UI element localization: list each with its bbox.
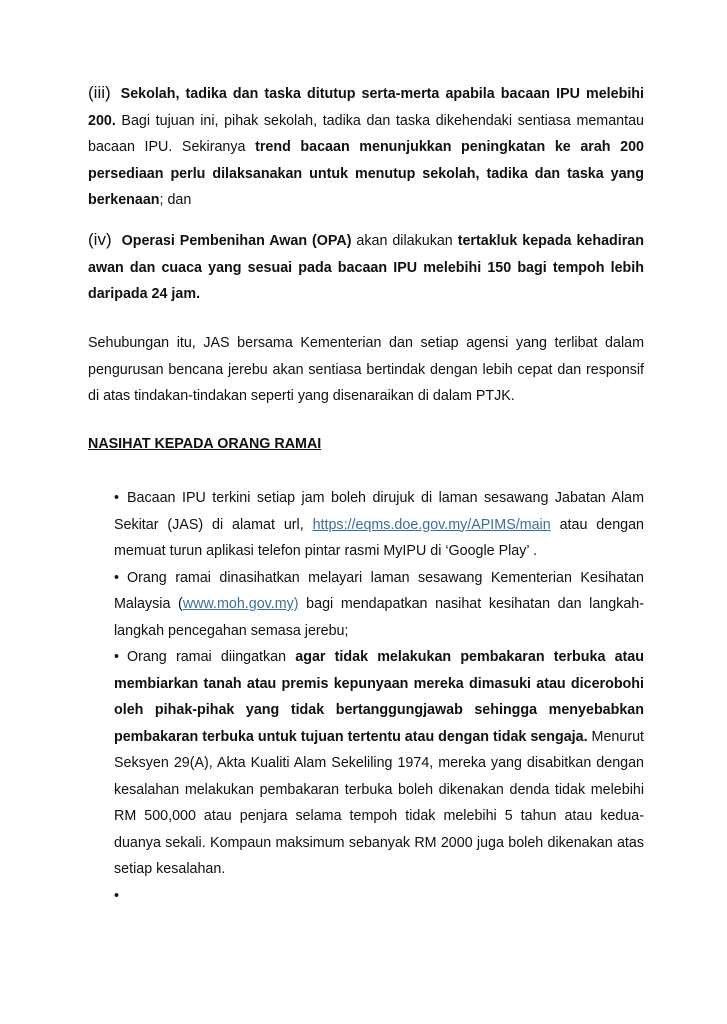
item-3-bold: agar tidak melakukan pembakaran terbuka atau membiarkan tanah atau premis kepunyaan mereka dimasuki atau dicerobohi oleh pihak-pihak yang tidak bertanggungjawab sehingga menyebabkan pembakaran terbuka untuk tujuan tertentu atau dengan tidak sengaja. bbox=[114, 649, 644, 745]
iv-bold-2: tertakluk kepada kehadiran awan dan cuaca yang sesuai pada bacaan IPU melebihi 150 bagi tempoh lebih daripada 24 jam. bbox=[88, 233, 644, 302]
item-number-iv: (iv) bbox=[88, 230, 112, 249]
item-2-text-2: bagi mendapatkan nasihat kesihatan dan langkah-langkah pencegahan semasa jerebu; bbox=[114, 596, 644, 639]
iii-text-2: ; dan bbox=[159, 192, 192, 208]
advice-list bbox=[114, 485, 644, 909]
iv-bold-1: Operasi Pembenihan Awan (OPA) bbox=[121, 233, 352, 249]
item-1-text-2: atau dengan memuat turun aplikasi telefon pintar rasmi MyIPU di ‘Google Play’ . bbox=[114, 516, 645, 559]
bullet-icon: • bbox=[114, 887, 120, 904]
bullet-icon: • bbox=[114, 490, 120, 506]
item-3-text-2: Menurut Seksyen 29(A), Akta Kualiti Alam Sekeliling 1974, mereka yang disabitkan dengan kesalahan melakukan pembakaran terbuka boleh dikenakan denda tidak melebihi RM 500,000 atau penjara selama tempoh tidak melebihi 5 tahun atau kedua-duanya sekali. Kompaun maksimum sebanyak RM 2000 juga boleh dikenakan atas setiap kesalahan. bbox=[114, 728, 645, 877]
list-item bbox=[114, 883, 644, 910]
paragraph-sehubungan: Sehubungan itu, JAS bersama Kementerian dan setiap agensi yang terlibat dalam pengurusan bencana jerebu akan sentiasa bertindak dengan lebih cepat dan responsif di atas tindakan-tindakan seperti yang disenaraikan di dalam PTJK. bbox=[88, 335, 644, 404]
iii-text-1: Bagi tujuan ini, pihak sekolah, tadika dan taska dikehendaki sentiasa memantau bacaan IPU. Sekiranya bbox=[88, 112, 644, 155]
bullet-icon: • bbox=[114, 649, 120, 665]
apims-link[interactable]: https://eqms.doe.gov.my/APIMS/main bbox=[312, 516, 551, 533]
item-2-text-1: Orang ramai dinasihatkan melayari laman sesawang Kementerian Kesihatan Malaysia ( bbox=[114, 569, 644, 612]
iii-bold-1: Sekolah, tadika dan taska ditutup serta-merta apabila bacaan IPU melebihi 200. bbox=[88, 86, 644, 129]
iv-text-1: akan dilakukan bbox=[351, 233, 458, 249]
paragraph-iv bbox=[88, 227, 644, 308]
bullet-icon: • bbox=[114, 569, 120, 586]
list-item bbox=[114, 485, 644, 565]
paragraph-iii bbox=[88, 80, 644, 214]
list-item bbox=[114, 565, 644, 645]
section-heading: NASIHAT KEPADA ORANG RAMAI bbox=[88, 436, 322, 452]
item-1-text-1: Bacaan IPU terkini setiap jam boleh dirujuk di laman sesawang Jabatan Alam Sekitar (JAS) di alamat url, bbox=[114, 490, 644, 533]
item-number-iii: (iii) bbox=[88, 83, 111, 102]
moh-link[interactable]: www.moh.gov.my) bbox=[182, 596, 299, 612]
list-item bbox=[114, 644, 644, 883]
iii-bold-2: trend bacaan menunjukkan peningkatan ke arah 200 persediaan perlu dilaksanakan untuk menutup sekolah, tadika dan taska yang berkenaan bbox=[88, 139, 644, 208]
item-3-text-1: Orang ramai diingatkan bbox=[127, 649, 296, 665]
